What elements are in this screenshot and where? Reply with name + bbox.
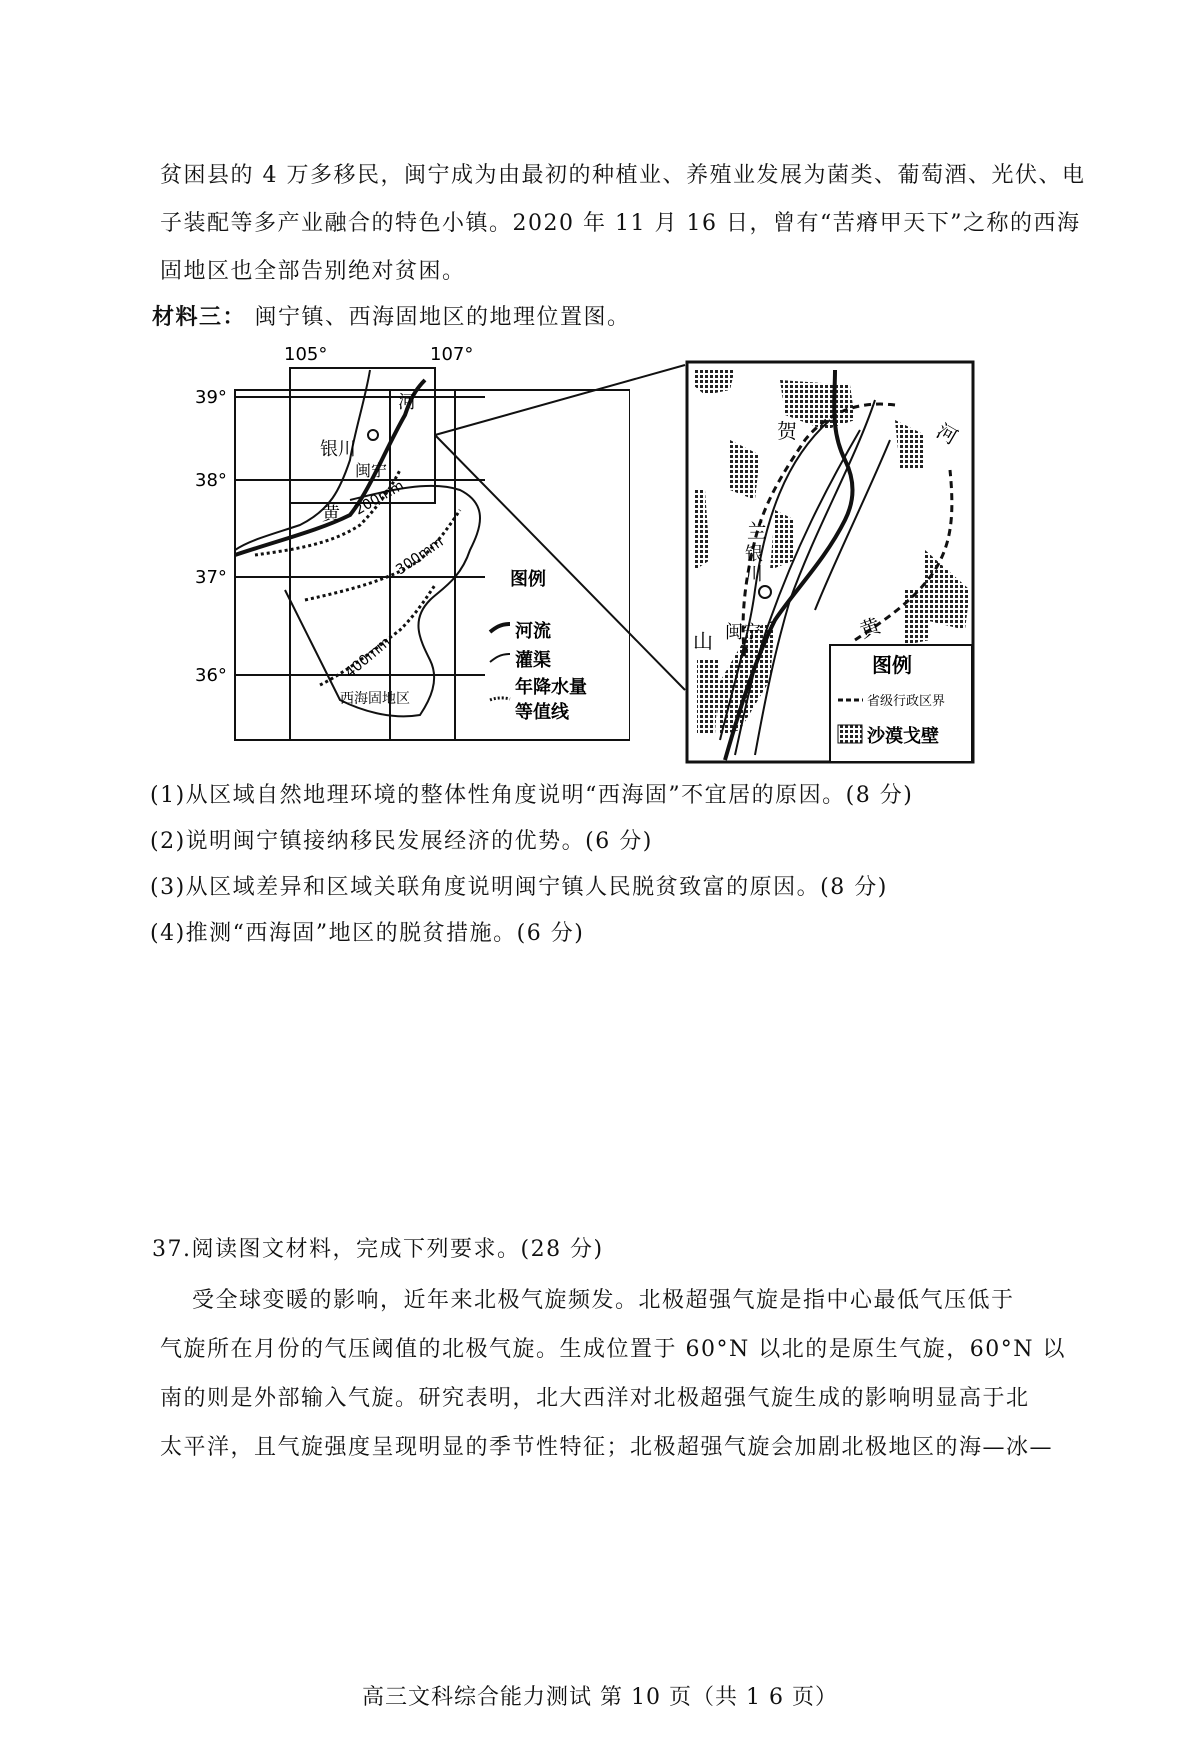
legend-item: 沙漠戈壁: [867, 726, 939, 747]
mountain-label: 贺: [777, 419, 797, 443]
question: (3)从区域差异和区域关联角度说明闽宁镇人民脱贫致富的原因。(8 分): [150, 875, 888, 900]
material-heading: [152, 300, 631, 331]
river-label: 黄: [856, 613, 884, 643]
place-label: 闽宁: [355, 461, 388, 480]
river-label: 黄: [322, 504, 340, 525]
isohyet-label: 300mm: [393, 534, 447, 579]
lon-label: 107°: [430, 344, 474, 365]
legend-title: 图例: [872, 653, 912, 677]
place-label: 西海固地区: [340, 691, 410, 707]
river-label: 河: [932, 418, 962, 450]
inset-connector: [430, 360, 690, 700]
mountain-label: 兰: [747, 519, 767, 543]
lat-label: 37°: [195, 567, 227, 588]
legend-item: 省级行政区界: [867, 694, 946, 709]
city-label: 闽宁: [725, 622, 761, 643]
isohyet-label: 200mm: [352, 477, 407, 519]
question-37-title: 37.阅读图文材料，完成下列要求。(28 分): [152, 1237, 604, 1262]
lat-label: 39°: [195, 387, 227, 408]
legend-item: 灌渠: [515, 650, 551, 671]
lat-label: 38°: [195, 470, 227, 491]
paragraph-line: 子装配等多产业融合的特色小镇。2020 年 11 月 16 日，曾有“苦瘠甲天下”之称的西海: [160, 211, 1081, 236]
mountain-label: 山: [693, 629, 713, 653]
legend-item: 年降水量: [515, 677, 587, 698]
paragraph-line: 受全球变暖的影响，近年来北极气旋频发。北极超强气旋是指中心最低气压低于: [192, 1288, 1015, 1313]
question: (1)从区域自然地理环境的整体性角度说明“西海固”不宜居的原因。(8 分): [150, 783, 914, 808]
river-label: 河: [398, 392, 416, 413]
paragraph-line: 太平洋，且气旋强度呈现明显的季节性特征；北极超强气旋会加剧北极地区的海—冰—: [160, 1435, 1054, 1460]
legend-item: 河流: [515, 621, 551, 642]
legend-title: 图例: [510, 569, 546, 590]
lon-label: 105°: [284, 344, 328, 365]
location-map-right: [685, 360, 975, 765]
question: (2)说明闽宁镇接纳移民发展经济的优势。(6 分): [150, 829, 653, 854]
paragraph-line: 南的则是外部输入气旋。研究表明，北大西洋对北极超强气旋生成的影响明显高于北: [160, 1386, 1030, 1411]
lat-label: 36°: [195, 665, 227, 686]
question: (4)推测“西海固”地区的脱贫措施。(6 分): [150, 921, 585, 946]
material-label: 材料三：: [152, 305, 247, 330]
place-label: 银川: [320, 439, 356, 460]
city-label: 银: [745, 544, 763, 565]
material-text: 闽宁镇、西海固地区的地理位置图。: [254, 305, 631, 330]
city-label: 川: [745, 564, 763, 585]
paragraph-line: 气旋所在月份的气压阈值的北极气旋。生成位置于 60°N 以北的是原生气旋，60°N 以: [160, 1337, 1066, 1362]
page-footer: 高三文科综合能力测试 第 10 页（共 1 6 页）: [362, 1685, 838, 1710]
paragraph-line: 固地区也全部告别绝对贫困。: [160, 259, 466, 284]
isohyet-label: 400mm: [342, 634, 394, 682]
legend-item: 等值线: [515, 702, 569, 723]
paragraph-line: 贫困县的 4 万多移民，闽宁成为由最初的种植业、养殖业发展为菌类、葡萄酒、光伏、电: [160, 163, 1086, 188]
